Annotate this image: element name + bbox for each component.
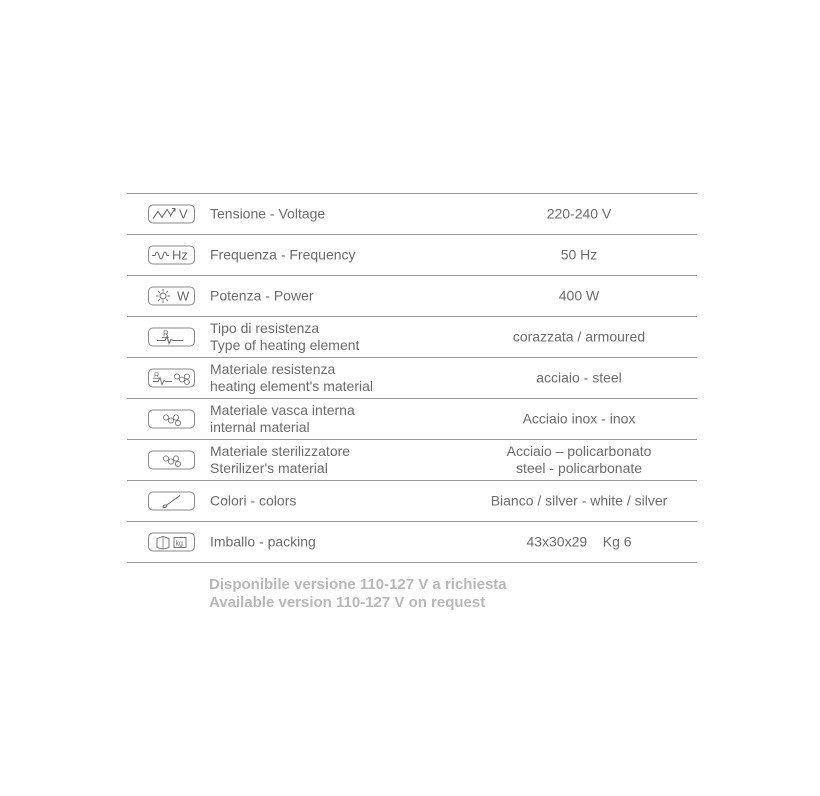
spec-row-heating-material [127,358,697,399]
spec-label: Colori - colors [210,492,297,509]
spec-label: Materiale vasca interna internal material [210,402,355,435]
spec-label: Tipo di resistenza Type of heating element [210,320,360,353]
power-icon [148,287,195,306]
svg-text:V: V [178,206,188,222]
availability-note: Disponibile versione 110-127 V a richiesta Available version 110-127 V on request [209,576,507,611]
svg-text:Hz: Hz [171,247,188,263]
svg-text:R: R [153,372,159,380]
spec-label: Imballo - packing [210,533,316,550]
spec-value: Bianco / silver - white / silver [490,492,668,509]
spec-value: 220-240 V [546,205,612,222]
spec-row-heating-element [127,317,697,358]
heating-element-icon [148,328,195,347]
svg-text:kg: kg [175,540,183,548]
spec-value: 43x30x29 Kg 6 [526,533,632,550]
spec-value: Acciaio inox - inox [522,410,636,427]
heating-material-icon [148,369,195,388]
svg-text:W: W [176,288,189,304]
material-icon [148,410,195,429]
spec-value: Acciaio – policarbonato steel - policarbonate [506,443,652,476]
spec-row-frequency [127,235,697,276]
spec-row-voltage [127,194,697,235]
spec-row-packing [127,522,697,563]
spec-row-colors [127,481,697,522]
brush-icon [148,492,195,511]
spec-label: Materiale resistenza heating element's material [210,361,373,394]
spec-value: acciaio - steel [536,369,622,386]
frequency-icon [148,246,195,265]
packing-icon [148,533,195,552]
spec-row-power [127,276,697,317]
spec-value: 400 W [558,287,600,304]
spec-label: Materiale sterilizzatore Sterilizer's material [210,443,351,476]
material-icon [148,451,195,470]
spec-label: Potenza - Power [210,287,314,304]
spec-label: Frequenza - Frequency [210,246,356,263]
spec-value: 50 Hz [560,246,598,263]
spec-table [127,193,697,563]
spec-row-sterilizer-material [127,440,697,481]
spec-row-internal-material [127,399,697,440]
voltage-icon [148,205,195,224]
svg-text:R: R [162,329,169,339]
spec-label: Tensione - Voltage [210,205,326,222]
spec-value: corazzata / armoured [512,328,646,345]
